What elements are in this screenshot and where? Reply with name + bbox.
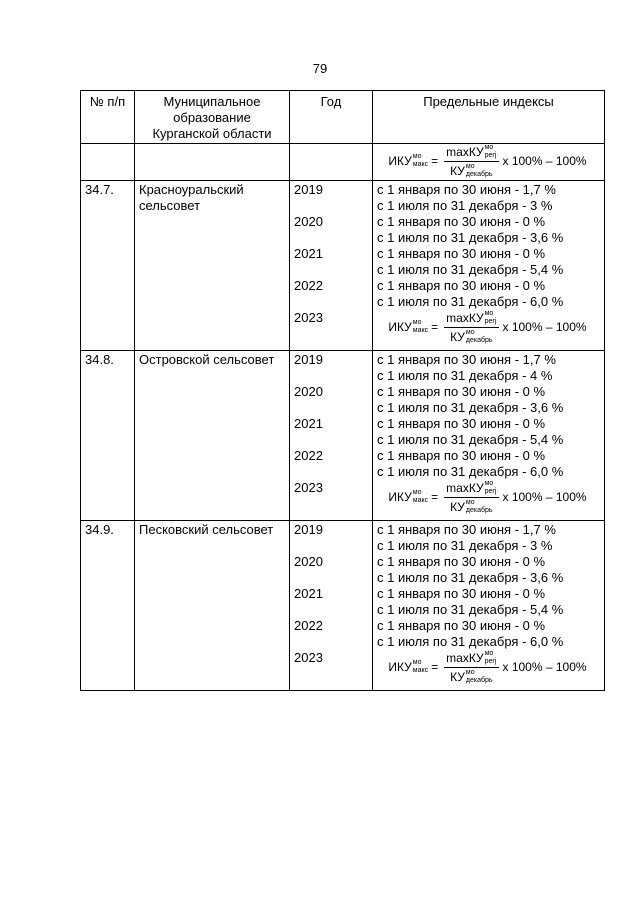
formula-tail: x 100% – 100% (502, 320, 587, 334)
formula-den-sub: декабрь (465, 676, 493, 684)
limit-line: с 1 января по 30 июня - 0 % (377, 246, 546, 261)
empty-cell (135, 144, 290, 181)
formula-den-sup: мо (465, 162, 475, 170)
formula-tail: x 100% – 100% (502, 154, 587, 168)
formula-eq: = (431, 320, 439, 334)
year-value: 2023 (294, 310, 323, 325)
limit-line: с 1 июля по 31 декабря - 3,6 % (377, 230, 564, 245)
formula-den-base: КУ (450, 163, 465, 178)
limit-line: с 1 января по 30 июня - 0 % (377, 416, 546, 431)
formula-lhs: ИКУ (388, 490, 412, 504)
header-year: Год (290, 91, 373, 144)
formula-eq: = (431, 490, 439, 504)
formula-num-sup: мо (484, 143, 494, 151)
formula (375, 480, 600, 514)
table-header-row (81, 91, 605, 144)
limit-line: с 1 января по 30 июня - 0 % (377, 278, 546, 293)
year-value: 2020 (294, 554, 323, 569)
limit-line: с 1 января по 30 июня - 0 % (377, 618, 546, 633)
formula-den-sup: мо (465, 498, 475, 506)
table-body (81, 181, 605, 691)
formula-fraction (444, 310, 498, 345)
limit-line: с 1 января по 30 июня - 0 % (377, 554, 546, 569)
formula-lhs-sup: мо (412, 319, 422, 326)
limit-line: с 1 июля по 31 декабря - 3,6 % (377, 400, 564, 415)
year-value: 2023 (294, 480, 323, 495)
year-value: 2020 (294, 214, 323, 229)
year-value: 2019 (294, 182, 323, 197)
formula-num-sub: pегj (484, 487, 497, 495)
year-value: 2021 (294, 246, 323, 261)
row-years (290, 351, 373, 521)
formula-lhs: ИКУ (388, 154, 412, 168)
formula-num-sup: мо (484, 479, 494, 487)
formula-eq: = (431, 660, 439, 674)
header-num: № п/п (81, 91, 135, 144)
formula-lhs-sub: макс (412, 327, 429, 334)
year-value: 2019 (294, 522, 323, 537)
header-indices: Предельные индексы (373, 91, 605, 144)
limit-line: с 1 января по 30 июня - 0 % (377, 448, 546, 463)
formula-num-base: maxКУ (446, 480, 484, 495)
year-value: 2023 (294, 650, 323, 665)
formula-tail: x 100% – 100% (502, 660, 587, 674)
empty-cell (290, 144, 373, 181)
formula-num-sub: pегj (484, 657, 497, 665)
year-value: 2021 (294, 416, 323, 431)
row-years (290, 181, 373, 351)
formula-fraction (444, 650, 498, 685)
limit-line: с 1 июля по 31 декабря - 5,4 % (377, 432, 564, 447)
formula-lhs-sub: макс (412, 161, 429, 168)
limit-line: с 1 июля по 31 декабря - 3 % (377, 538, 553, 553)
formula (375, 310, 600, 344)
year-value: 2022 (294, 618, 323, 633)
row-limits (373, 181, 605, 351)
formula-den-sup: мо (465, 328, 475, 336)
row-num: 34.9. (81, 521, 135, 691)
limit-line: с 1 июля по 31 декабря - 3 % (377, 198, 553, 213)
row-limits (373, 521, 605, 691)
limit-line: с 1 июля по 31 декабря - 3,6 % (377, 570, 564, 585)
year-value: 2022 (294, 278, 323, 293)
row-municipality: Песковский сельсовет (135, 521, 290, 691)
limit-line: с 1 июля по 31 декабря - 6,0 % (377, 294, 564, 309)
formula-num-base: maxКУ (446, 650, 484, 665)
formula-num-sup: мо (484, 309, 494, 317)
formula-den-base: КУ (450, 669, 465, 684)
formula-tail: x 100% – 100% (502, 490, 587, 504)
table-row (81, 351, 605, 521)
limit-line: с 1 июля по 31 декабря - 6,0 % (377, 634, 564, 649)
row-num: 34.7. (81, 181, 135, 351)
formula (373, 144, 602, 178)
header-municipality: Муниципальное образование Курганской области (135, 91, 290, 144)
formula-row (81, 144, 605, 181)
formula-cell (373, 144, 605, 181)
formula-num-sup: мо (484, 649, 494, 657)
limit-line: с 1 июля по 31 декабря - 5,4 % (377, 602, 564, 617)
formula-lhs: ИКУ (388, 320, 412, 334)
formula-fraction (444, 144, 498, 179)
limit-indices-table (80, 90, 605, 691)
limit-line: с 1 января по 30 июня - 0 % (377, 586, 546, 601)
limit-line: с 1 июля по 31 декабря - 4 % (377, 368, 553, 383)
formula-den-sub: декабрь (465, 506, 493, 514)
formula-num-sub: pегj (484, 317, 497, 325)
table-row (81, 521, 605, 691)
formula-lhs-sub: макс (412, 497, 429, 504)
limit-line: с 1 января по 30 июня - 0 % (377, 214, 546, 229)
year-value: 2019 (294, 352, 323, 367)
year-value: 2022 (294, 448, 323, 463)
row-limits (373, 351, 605, 521)
formula-lhs-sup: мо (412, 489, 422, 496)
formula-eq: = (431, 154, 439, 168)
formula-lhs-sup: мо (412, 659, 422, 666)
limit-line: с 1 июля по 31 декабря - 5,4 % (377, 262, 564, 277)
empty-cell (81, 144, 135, 181)
row-num: 34.8. (81, 351, 135, 521)
formula-den-sup: мо (465, 668, 475, 676)
formula-lhs-sub: макс (412, 667, 429, 674)
formula-den-base: КУ (450, 499, 465, 514)
row-municipality: Красноуральский сельсовет (135, 181, 290, 351)
formula-num-base: maxКУ (446, 144, 484, 159)
formula (375, 650, 600, 684)
formula-num-sub: pегj (484, 151, 497, 159)
year-value: 2021 (294, 586, 323, 601)
limit-line: с 1 июля по 31 декабря - 6,0 % (377, 464, 564, 479)
formula-fraction (444, 480, 498, 515)
year-value: 2020 (294, 384, 323, 399)
formula-lhs-sup: мо (412, 153, 422, 160)
table-row (81, 181, 605, 351)
row-municipality: Островской сельсовет (135, 351, 290, 521)
formula-den-sub: декабрь (465, 336, 493, 344)
formula-num-base: maxКУ (446, 310, 484, 325)
formula-den-base: КУ (450, 329, 465, 344)
formula-lhs: ИКУ (388, 660, 412, 674)
limit-line: с 1 января по 30 июня - 1,7 % (377, 352, 556, 367)
formula-den-sub: декабрь (465, 170, 493, 178)
limit-line: с 1 января по 30 июня - 0 % (377, 384, 546, 399)
limit-line: с 1 января по 30 июня - 1,7 % (377, 522, 556, 537)
limit-line: с 1 января по 30 июня - 1,7 % (377, 182, 556, 197)
page-number: 79 (312, 61, 328, 76)
row-years (290, 521, 373, 691)
